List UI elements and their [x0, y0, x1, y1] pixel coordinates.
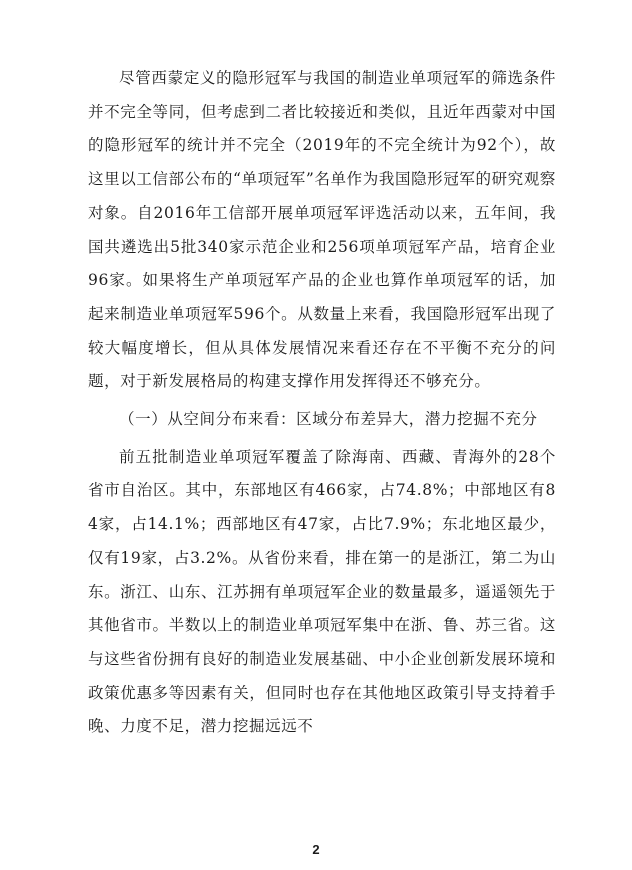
page-number: 2 [312, 842, 320, 857]
paragraph-intro: 尽管西蒙定义的隐形冠军与我国的制造业单项冠军的筛选条件并不完全等同，但考虑到二者比较接近和类似，且近年西蒙对中国的隐形冠军的统计并不完全（2019年的不完全统计为92个），故这里以工信部公布的“单项冠军”名单作为我国隐形冠军的研究观察对象。自2016年工信部开展单项冠军评选活动以来，五年间，我国共遴选出5批340家示范企业和256项单项冠军产品，培育企业96家。如果将生产单项冠军产品的企业也算作单项冠军的话，加起来制造业单项冠军596个。从数量上来看，我国隐形冠军出现了较大幅度增长，但从具体发展情况来看还存在不平衡不充分的问题，对于新发展格局的构建支撑作用发挥得还不够充分。 [88, 69, 556, 391]
document-body [88, 62, 556, 744]
paragraph-regional-distribution: 前五批制造业单项冠军覆盖了除海南、西藏、青海外的28个省市自治区。其中，东部地区有466家，占74.8%；中部地区有84家，占14.1%；西部地区有47家，占比7.9%；东北地区最少，仅有19家，占3.2%。从省份来看，排在第一的是浙江，第二为山东。浙江、山东、江苏拥有单项冠军企业的数量最多，遥遥领先于其他省市。半数以上的制造业单项冠军集中在浙、鲁、苏三省。这与这些省份拥有良好的制造业发展基础、中小企业创新发展环境和政策优惠多等因素有关，但同时也存在其他地区政策引导支持着手晚、力度不足，潜力挖掘远远不 [88, 447, 556, 736]
section-heading: （一）从空间分布来看：区域分布差异大，潜力挖掘不充分 [119, 410, 538, 429]
